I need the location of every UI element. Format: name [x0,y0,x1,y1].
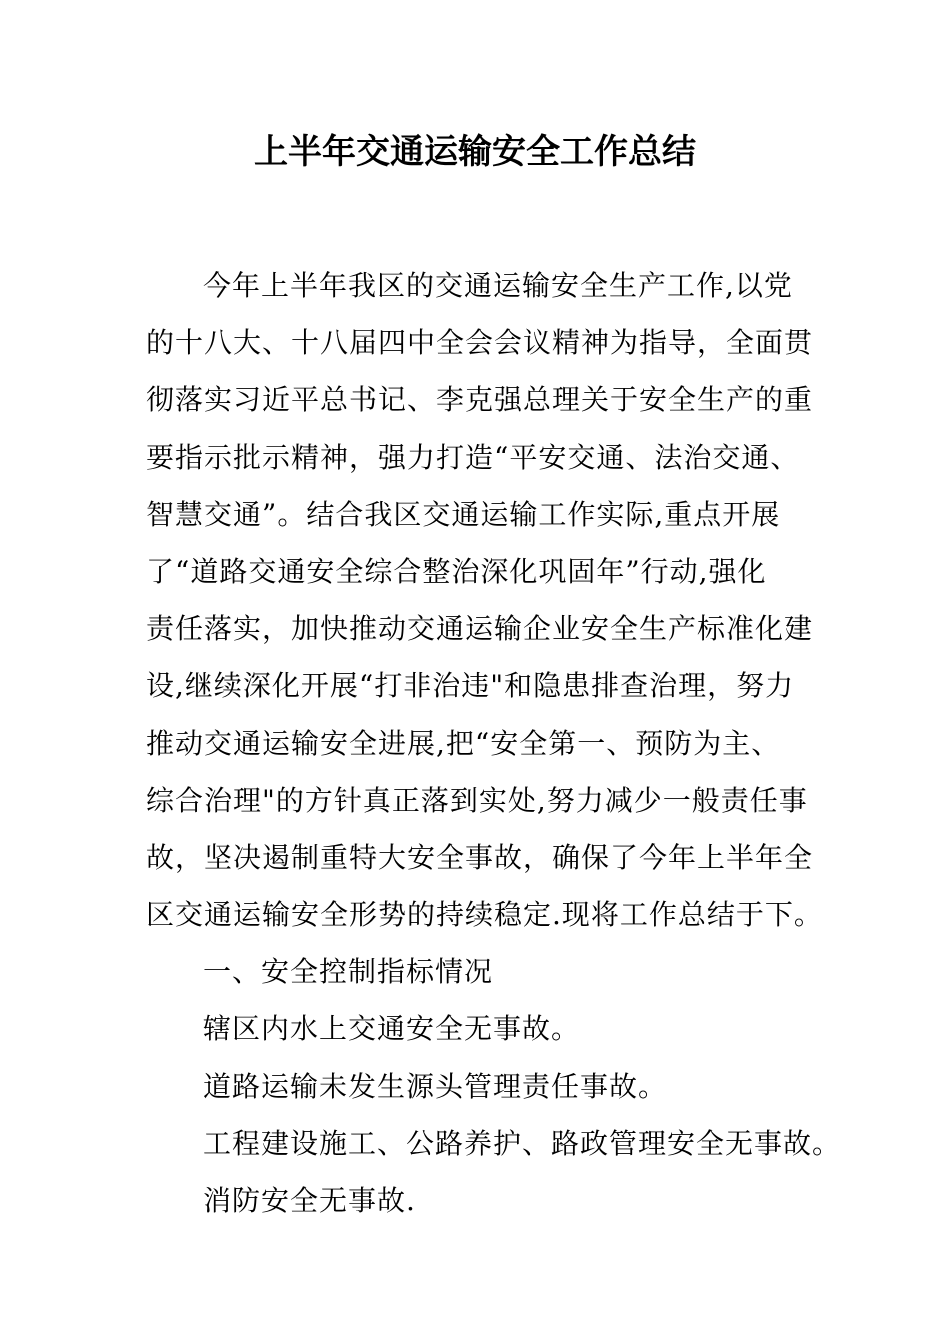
paragraph-line: 设,继续深化开展“打非治违"和隐患排查治理，努力 [146,669,795,703]
section-heading: 一、安全控制指标情况 [203,955,494,989]
list-item: 工程建设施工、公路养护、路政管理安全无事故。 [203,1126,842,1160]
paragraph-line: 区交通运输安全形势的持续稳定.现将工作总结于下。 [146,898,823,932]
paragraph-line: 彻落实习近平总书记、李克强总理关于安全生产的重 [146,383,814,417]
paragraph-line: 推动交通运输安全进展,把“安全第一、预防为主、 [146,726,781,760]
document-body [146,257,842,1229]
paragraph-line: 责任落实，加快推动交通运输企业安全生产标准化建 [146,612,814,646]
paragraph-line: 了“道路交通安全综合整治深化巩固年”行动,强化 [146,554,767,588]
document-title: 上半年交通运输安全工作总结 [254,132,696,172]
list-item: 消防安全无事故. [203,1184,416,1217]
paragraph-line: 综合治理"的方针真正落到实处,努力减少一般责任事 [146,783,808,817]
list-item: 道路运输未发生源头管理责任事故。 [203,1069,668,1103]
list-item: 辖区内水上交通安全无事故。 [203,1012,581,1046]
paragraph-line: 故，坚决遏制重特大安全事故，确保了今年上半年全 [146,840,814,874]
paragraph-line: 的十八大、十八届四中全会会议精神为指导，全面贯 [146,326,814,360]
paragraph-line: 今年上半年我区的交通运输安全生产工作,以党 [203,269,793,302]
paragraph-line: 要指示批示精神，强力打造“平安交通、法治交通、 [146,440,800,474]
paragraph-line: 智慧交通”。结合我区交通运输工作实际,重点开展 [146,497,781,531]
